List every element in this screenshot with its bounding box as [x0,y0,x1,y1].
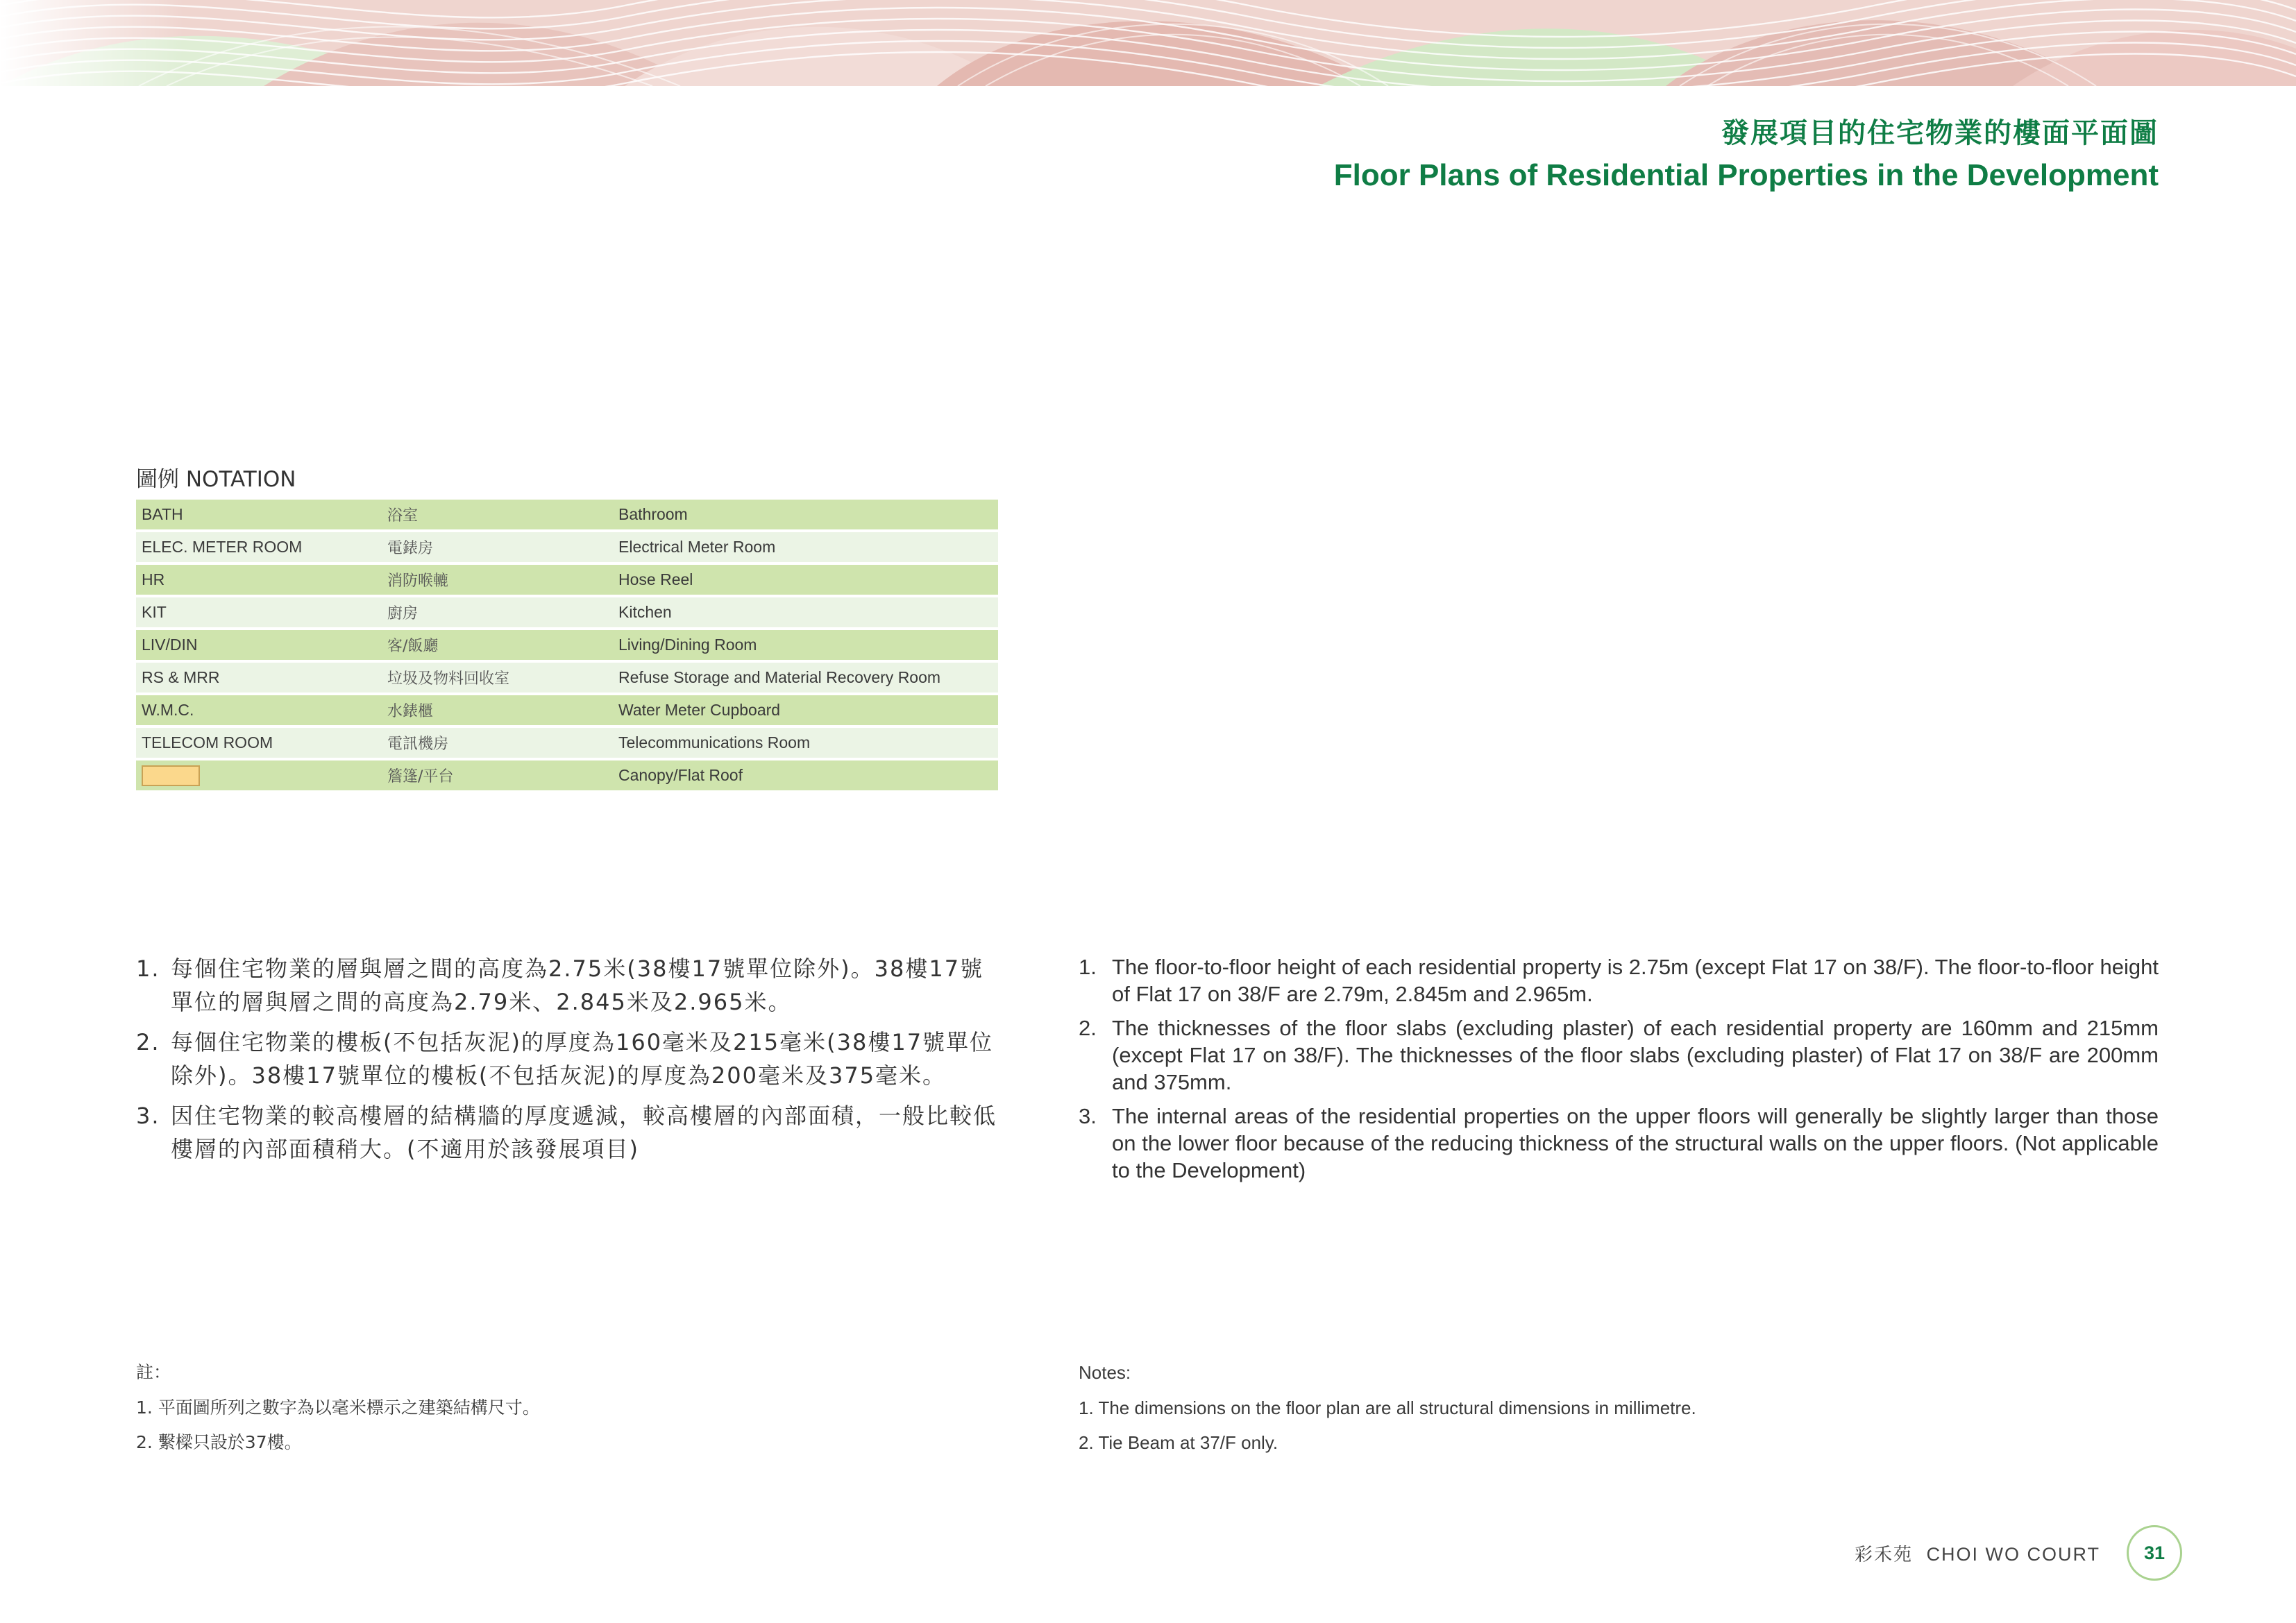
notation-row [136,695,998,725]
list-text: The thicknesses of the floor slabs (excluding plaster) of each residential property are 160mm and 215mm (except Flat 17 on 38/F). The thicknesses of the floor slabs (excluding plaster) of Flat 17 on 38/F are 200mm and 375mm. [1112,1016,2159,1094]
page-title-english: Floor Plans of Residential Properties in the Development [1333,158,2159,192]
list-item [1079,953,2159,1008]
notation-chinese: 電錶房 [382,532,613,562]
notation-chinese: 消防喉轆 [382,565,613,595]
development-name [1855,1540,2100,1566]
notation-chinese: 簷篷/平台 [382,760,613,790]
list-item [136,1026,998,1092]
notation-code: ELEC. METER ROOM [136,532,382,562]
list-text: 每個住宅物業的層與層之間的高度為2.75米(38樓17號單位除外)。38樓17號單位的層與層之間的高度為2.79米、2.845米及2.965米。 [171,955,984,1015]
list-number: 1. [1079,955,1097,979]
notation-code: TELECOM ROOM [136,728,382,758]
note-item: 2. Tie Beam at 37/F only. [1079,1432,1278,1453]
page-footer [1855,1525,2182,1581]
notation-chinese: 電訊機房 [382,728,613,758]
note-item: 1. The dimensions on the floor plan are all structural dimensions in millimetre. [1079,1397,1696,1418]
notation-chinese: 客/飯廳 [382,630,613,660]
notes-chinese [136,1354,540,1460]
notes-english [1079,1354,1696,1460]
notation-english: Water Meter Cupboard [613,695,998,725]
notation-row [136,532,998,562]
notation-row [136,565,998,595]
canopy-color-swatch [142,765,200,786]
development-name-english: CHOI WO COURT [1926,1543,2100,1565]
list-text: 因住宅物業的較高樓層的結構牆的厚度遞減，較高樓層的內部面積，一般比較低樓層的內部面積稍大。(不適用於該發展項目) [171,1103,997,1162]
list-item [136,1099,998,1166]
notation-code: W.M.C. [136,695,382,725]
list-item [1079,1103,2159,1184]
list-number: 3. [1079,1104,1097,1128]
notation-row [136,597,998,627]
list-text: The floor-to-floor height of each residential property is 2.75m (except Flat 17 on 38/F). The floor-to-floor height of Flat 17 on 38/F are 2.79m, 2.845m and 2.965m. [1112,955,2159,1006]
notation-english: Hose Reel [613,565,998,595]
list-number: 2. [1079,1016,1097,1040]
notation-code: LIV/DIN [136,630,382,660]
notation-row [136,728,998,758]
page-title-chinese: 發展項目的住宅物業的樓面平面圖 [1721,117,2159,149]
notation-english: Telecommunications Room [613,728,998,758]
notation-english: Electrical Meter Room [613,532,998,562]
note-item: 2. 繫樑只設於37樓。 [136,1432,302,1452]
notation-heading: 圖例 NOTATION [136,467,296,492]
notation-english: Refuse Storage and Material Recovery Room [613,663,998,692]
list-text: The internal areas of the residential properties on the upper floors will generally be slightly larger than those on the lower floor because of the reducing thickness of the structural walls on the upper floors. (Not applicable to the Development) [1112,1104,2159,1182]
notation-english: Living/Dining Room [613,630,998,660]
list-number: 1. [136,955,160,982]
note-item: 1. 平面圖所列之數字為以毫米標示之建築結構尺寸。 [136,1397,540,1418]
notation-code: HR [136,565,382,595]
notation-swatch-cell [136,760,382,790]
notation-row [136,760,998,790]
notation-code: BATH [136,500,382,529]
development-name-chinese: 彩禾苑 [1854,1544,1913,1565]
page-number: 31 [2127,1525,2182,1581]
notation-chinese: 水錶櫃 [382,695,613,725]
notation-english: Kitchen [613,597,998,627]
notation-row [136,630,998,660]
notation-chinese: 浴室 [382,500,613,529]
list-number: 3. [136,1103,160,1129]
points-list-english [1079,953,2159,1191]
notation-legend [136,464,998,793]
notation-row [136,663,998,692]
points-list-chinese [136,952,998,1173]
notation-chinese: 垃圾及物料回收室 [382,663,613,692]
notes-title: 註： [136,1362,171,1382]
list-item [136,952,998,1019]
page-title-block [1334,112,2159,197]
notes-title: Notes: [1079,1362,1131,1383]
notation-code: RS & MRR [136,663,382,692]
notation-table [136,497,998,793]
notation-english: Bathroom [613,500,998,529]
notation-english: Canopy/Flat Roof [613,760,998,790]
list-item [1079,1014,2159,1096]
list-number: 2. [136,1029,160,1055]
notation-row [136,500,998,529]
list-text: 每個住宅物業的樓板(不包括灰泥)的厚度為160毫米及215毫米(38樓17號單位除外)。38樓17號單位的樓板(不包括灰泥)的厚度為200毫米及375毫米。 [171,1029,994,1089]
notation-chinese: 廚房 [382,597,613,627]
notation-code: KIT [136,597,382,627]
wave-banner [0,0,2296,86]
